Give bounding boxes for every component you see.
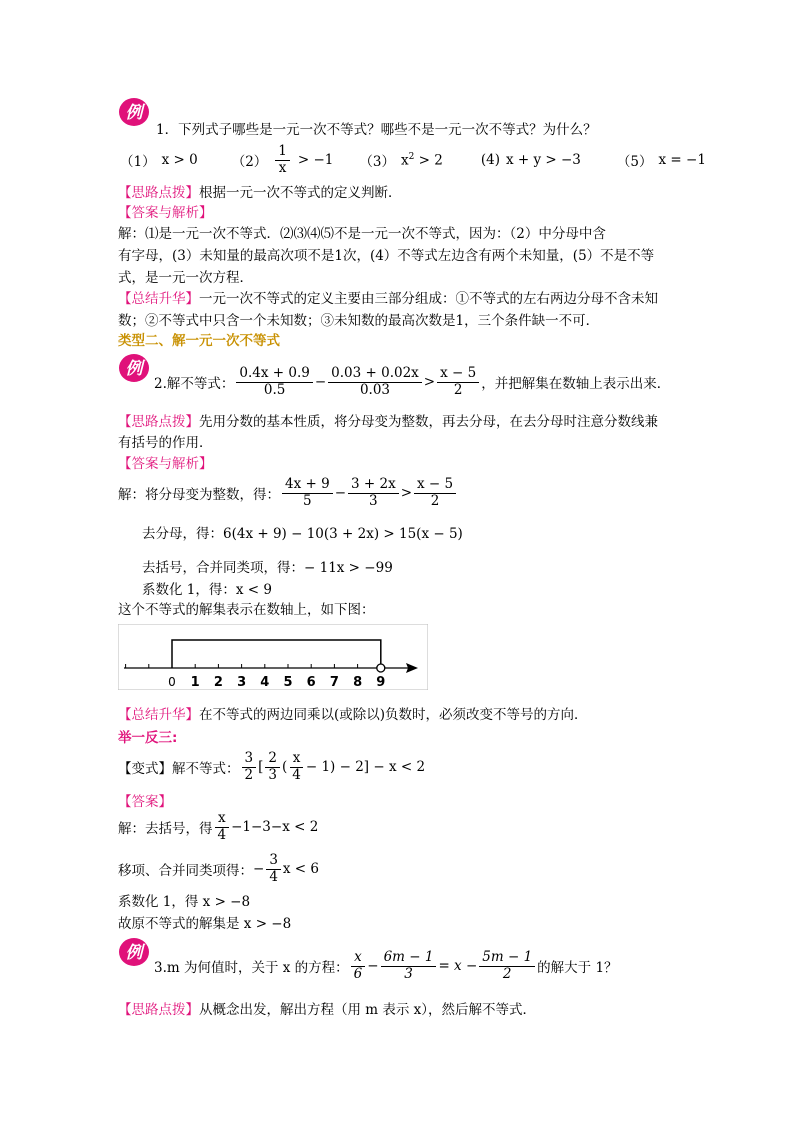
solution-step: 解：去括号，得 $\frac{x}{4}$ −1−3−x < 2 — [118, 809, 319, 843]
section-heading: 类型二、解一元一次不等式 — [118, 333, 280, 349]
example-badge — [118, 352, 152, 384]
summary-tag: 【总结升华】 — [118, 707, 199, 723]
question-3: 3.m 为何值时，关于 x 的方程： $\frac{x}{6}$ − $\frac{6m - 1}{3}$ = x − $\frac{5m - 1}{2}$ 的解大于 1？ — [154, 948, 618, 982]
fraction: $\frac{5m - 1}{2}$ — [479, 950, 535, 982]
fraction: $\frac{3}{4}$ — [266, 853, 281, 885]
hint-line: 有括号的作用． — [118, 435, 213, 451]
fraction: $\frac{x}{4}$ — [215, 811, 230, 843]
question-2: 2.解不等式： $\frac{0.4x + 0.9}{0.5}$ − $\frac{0.03 + 0.02x}{0.03}$ > $\frac{x - 5}{2}$ ，并把解集在数轴上表示出来． — [154, 364, 671, 398]
fraction: $\frac{x - 5}{2}$ — [414, 477, 456, 509]
item-label: （1） — [120, 154, 156, 170]
fraction: $\frac{0.03 + 0.02x}{0.03}$ — [328, 366, 422, 398]
hint-line: 【思路点拨】从概念出发，解出方程（用 m 表示 x），然后解不等式． — [118, 1002, 537, 1018]
hint-tag: 【思路点拨】 — [118, 414, 199, 430]
fraction: $\frac{0.4x + 0.9}{0.5}$ — [236, 366, 312, 398]
answer-tag: 【答案】 — [118, 794, 172, 810]
solution-step: 系数化 1，得：x < 9 — [142, 582, 272, 598]
summary-line: 数；②不等式中只含一个未知数；③未知数的最高次数是1，三个条件缺一不可． — [118, 313, 600, 329]
item-expr: > −1 — [297, 152, 334, 168]
number-line-tick-label: 8 — [353, 675, 363, 690]
item-expr: x = −1 — [658, 152, 706, 168]
number-line-tick-label: 0 — [168, 675, 176, 689]
item-label: （5） — [616, 154, 653, 170]
answer-tag: 【答案与解析】 — [118, 205, 213, 221]
number-line-tick-label: 4 — [260, 675, 270, 690]
hint-tag: 【思路点拨】 — [118, 1002, 199, 1018]
solution-step: 去括号，合并同类项，得：− 11x > −99 — [142, 560, 393, 576]
fraction: $\frac{x}{4}$ — [289, 751, 304, 783]
answer-line: 式，是一元一次方程． — [118, 270, 253, 286]
numberline-caption: 这个不等式的解集表示在数轴上，如下图： — [118, 602, 375, 618]
number-line-tick-label: 6 — [306, 675, 316, 690]
solution-step: 去分母，得：6(4x + 9) − 10(3 + 2x) > 15(x − 5) — [142, 526, 463, 542]
answer-tag: 【答案与解析】 — [118, 456, 213, 472]
number-line-tick-label: 9 — [376, 675, 386, 690]
example-badge — [118, 936, 152, 968]
solution-step: 解：将分母变为整数，得： $\frac{4x + 9}{5}$ − $\frac{3 + 2x}{3}$ > $\frac{x - 5}{2}$ — [118, 470, 458, 516]
svg-text:例: 例 — [125, 943, 143, 963]
example-badge-icon — [118, 96, 152, 128]
example-badge — [118, 96, 152, 128]
number-line-tick-label: 2 — [213, 675, 223, 690]
number-line — [118, 624, 428, 690]
question-1-items — [120, 142, 706, 178]
hint-line: 【思路点拨】先用分数的基本性质，将分母变为整数，再去分母，在去分母时注意分数线兼 — [118, 414, 658, 430]
number-line-tick-label: 3 — [237, 675, 247, 690]
summary-line: 【总结升华】一元一次不等式的定义主要由三部分组成：①不等式的左右两边分母不含未知 — [118, 291, 658, 307]
item-expr: x + y > −3 — [505, 152, 581, 168]
solution-step: 移项、合并同类项得： − $\frac{3}{4}$ x < 6 — [118, 851, 320, 885]
summary-line: 【总结升华】在不等式的两边同乘以(或除以)负数时，必须改变不等号的方向． — [118, 707, 588, 723]
answer-line: 解：⑴是一元一次不等式．⑵⑶⑷⑸不是一元一次不等式，因为：（2）中分母中含 — [118, 226, 606, 242]
number-line-tick-label: 1 — [190, 675, 200, 690]
answer-line: 有字母，(3）未知量的最高次项不是1次，(4）不等式左边含有两个未知量，(5）不是不等 — [118, 248, 655, 264]
question-1: 1．下列式子哪些是一元一次不等式？哪些不是一元一次不等式？为什么？ — [156, 122, 597, 138]
solution-step: 系数化 1，得 x > −8 — [118, 894, 251, 910]
number-line-tick-label: 7 — [329, 675, 339, 690]
example-badge-icon — [118, 936, 152, 968]
svg-text:例: 例 — [125, 103, 143, 123]
fraction: $\frac{x}{6}$ — [351, 950, 366, 982]
svg-text:例: 例 — [125, 359, 143, 379]
fraction: $\frac{1}{x}$ — [275, 144, 290, 176]
number-line-tick-label: 5 — [283, 675, 293, 690]
item-label: (4) — [480, 152, 500, 168]
fraction: $\frac{4x + 9}{5}$ — [282, 477, 333, 509]
summary-tag: 【总结升华】 — [118, 291, 199, 307]
fraction: $\frac{3 + 2x}{3}$ — [348, 477, 399, 509]
solution-step: 故原不等式的解集是 x > −8 — [118, 916, 292, 932]
item-expr: x > 0 — [161, 152, 198, 168]
hint-text: 根据一元一次不等式的定义判断． — [199, 185, 402, 201]
fraction: $\frac{3}{2}$ — [242, 751, 257, 783]
open-endpoint — [377, 664, 385, 672]
item-expr: $x^2 > 2$ — [401, 151, 443, 169]
example-badge-icon — [118, 352, 152, 384]
fraction: $\frac{6m - 1}{3}$ — [381, 950, 437, 982]
variant-question: 【变式】 解不等式： $\frac{3}{2}$ [ $\frac{2}{3}$ ( $\frac{x}{4}$ − 1) − 2] − x < 2 — [118, 749, 426, 783]
item-label: （3） — [359, 154, 395, 170]
item-label: （2） — [231, 154, 268, 170]
variant-heading: 举一反三: — [118, 730, 178, 746]
hint-tag: 【思路点拨】 — [118, 185, 199, 201]
hint-line — [118, 181, 402, 201]
fraction: $\frac{x - 5}{2}$ — [437, 366, 479, 398]
fraction: $\frac{2}{3}$ — [265, 751, 280, 783]
